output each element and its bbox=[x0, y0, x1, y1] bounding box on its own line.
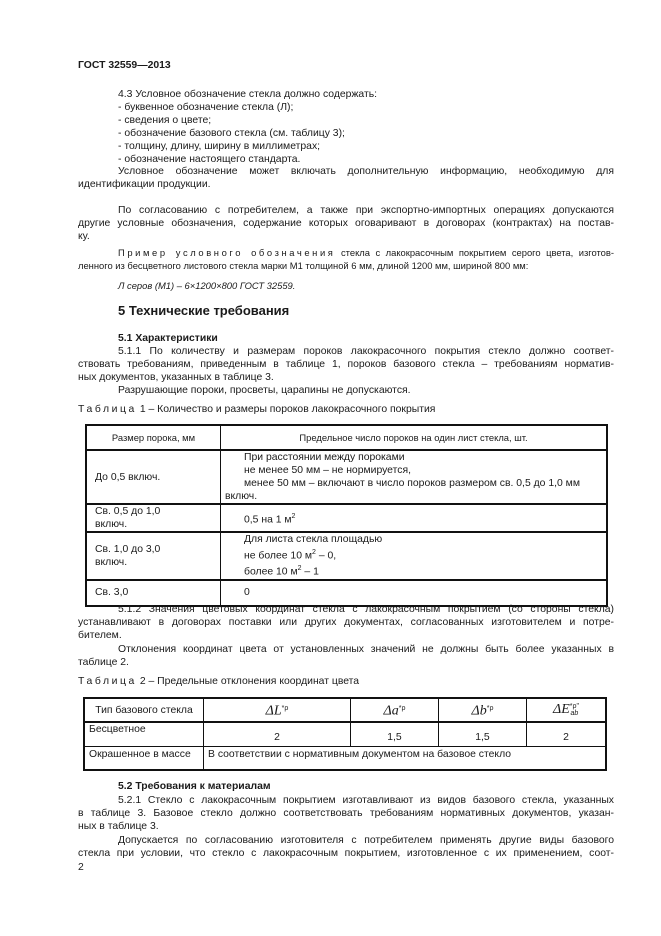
math-symbol: ΔE bbox=[553, 701, 570, 717]
cell bbox=[86, 532, 221, 580]
table2-caption bbox=[78, 675, 614, 688]
cell-line: включ. bbox=[95, 519, 128, 530]
table-1 bbox=[85, 424, 608, 607]
paragraph-line: 5.1.2 Значения цветовых координат стекла с лакокрасочным покрытием (со стороны стекла) bbox=[118, 604, 614, 615]
table-row bbox=[86, 504, 607, 532]
math-symbol: ΔL bbox=[265, 703, 282, 719]
superscript: *ρ bbox=[281, 704, 289, 712]
math-symbol: Δa bbox=[383, 703, 399, 719]
table-label: Таблица bbox=[78, 404, 137, 415]
cell-text: не более 10 м bbox=[244, 550, 313, 562]
superscript: *ρ bbox=[398, 704, 406, 712]
table-label: Таблица bbox=[78, 676, 137, 687]
table-row bbox=[84, 722, 606, 746]
paragraph-line: устанавливают в договорах поставки или других документах, согласованных изготовителем и потре- bbox=[78, 617, 614, 628]
paragraph-line: идентификации продукции. bbox=[78, 179, 211, 190]
example-label: Пример условного обозначения bbox=[118, 247, 336, 258]
cell: 1,5 bbox=[439, 722, 527, 746]
table-row bbox=[86, 532, 607, 580]
table-2 bbox=[83, 697, 607, 771]
cell bbox=[86, 504, 221, 532]
list-item: - обозначение настоящего стандарта. bbox=[118, 154, 301, 165]
cell: 1,5 bbox=[351, 722, 439, 746]
cell-text: 0,5 на 1 м bbox=[244, 514, 292, 526]
sup-sub bbox=[570, 703, 579, 717]
cell bbox=[221, 504, 608, 532]
header-cell: Размер порока, мм bbox=[86, 425, 221, 450]
cell-line: При расстоянии между пороками bbox=[244, 452, 405, 463]
paragraph-line: ку. bbox=[78, 231, 90, 242]
cell-line: включ. bbox=[95, 556, 128, 568]
header-cell bbox=[439, 698, 527, 722]
paragraph-line: стекла при условии, что стекло с лакокрасочным покрытием, изготовленное с их применением, соот- bbox=[78, 848, 614, 859]
header-cell: Тип базового стекла bbox=[84, 698, 204, 722]
paragraph-line: Условное обозначение может включать дополнительную информацию, необходимую для bbox=[118, 166, 614, 177]
cell: Окрашенное в массе bbox=[84, 746, 204, 770]
superscript: 2 bbox=[312, 549, 316, 556]
example-line bbox=[118, 246, 614, 259]
cell: Бесцветное bbox=[84, 722, 204, 746]
paragraph-line: 5.2.1 Стекло с лакокрасочным покрытием изготавливают из видов базового стекла, указанных bbox=[118, 795, 614, 806]
superscript: *ρ bbox=[486, 704, 494, 712]
cell-text: – 1 bbox=[304, 566, 319, 578]
cell: 0 bbox=[221, 580, 608, 606]
list-item: - обозначение базового стекла (см. таблицу 3); bbox=[118, 128, 345, 139]
superscript: *ρ" bbox=[569, 703, 579, 711]
paragraph-line: Разрушающие пороки, просветы, царапины не допускаются. bbox=[118, 385, 411, 396]
cell-line: Св. 0,5 до 1,0 bbox=[95, 506, 161, 517]
cell-line bbox=[244, 562, 602, 578]
section-title: 5 Технические требования bbox=[118, 303, 290, 318]
page-number: 2 bbox=[78, 862, 84, 873]
cell bbox=[221, 450, 608, 504]
superscript: 2 bbox=[291, 512, 296, 520]
subsection-title: 5.2 Требования к материалам bbox=[118, 781, 271, 792]
paragraph-line: Допускается по согласованию изготовителя с потребителем применять другие виды базового bbox=[118, 835, 614, 846]
table-caption-text: 2 – Предельные отклонения координат цвета bbox=[136, 676, 360, 687]
cell-text: – 0, bbox=[318, 550, 337, 562]
paragraph-line: бителем. bbox=[78, 630, 122, 641]
header-cell bbox=[527, 698, 607, 722]
table-caption-text: 1 – Количество и размеры пороков лакокрасочного покрытия bbox=[136, 404, 436, 415]
list-item: - сведения о цвете; bbox=[118, 115, 212, 126]
example-text: стекла с лакокрасочным покрытием серого цвета, изготов- bbox=[340, 247, 614, 258]
cell-line: Для листа стекла площадью bbox=[244, 534, 383, 545]
example-code: Л серов (М1) – 6×1200×800 ГОСТ 32559. bbox=[118, 280, 296, 291]
subsection-title: 5.1 Характеристики bbox=[118, 333, 218, 344]
cell-line: включ. bbox=[225, 491, 258, 502]
paragraph-line: ных в таблице 3. bbox=[78, 821, 159, 832]
paragraph-line: 5.1.1 По количеству и размерам пороков лакокрасочного покрытия стекло должно соответ- bbox=[118, 346, 614, 357]
subscript: ab bbox=[570, 710, 579, 718]
list-item: - буквенное обозначение стекла (Л); bbox=[118, 102, 294, 113]
paragraph-line: ных документов, указанных в таблице 3. bbox=[78, 372, 274, 383]
table1-caption bbox=[78, 403, 614, 416]
cell: 2 bbox=[204, 722, 351, 746]
cell bbox=[221, 532, 608, 580]
example-text: ленного из бесцветного листового стекла марки М1 толщиной 6 мм, длиной 1200 мм, шириной 800 мм: bbox=[78, 260, 529, 271]
header-cell bbox=[351, 698, 439, 722]
superscript: 2 bbox=[297, 565, 302, 573]
cell: Св. 3,0 bbox=[86, 580, 221, 606]
header-cell bbox=[204, 698, 351, 722]
cell-line: менее 50 мм – включают в число пороков размером св. 0,5 до 1,0 мм bbox=[244, 478, 580, 489]
paragraph-line: ствовать требованиям, приведенным в таблице 1, пороков базового стекла – требованиям норматив- bbox=[78, 359, 614, 370]
paragraph-line: в таблице 3. Базовое стекло должно соответствовать требованиям нормативных документов, указан- bbox=[78, 808, 614, 819]
cell-line: Св. 1,0 до 3,0 bbox=[95, 543, 161, 555]
cell: В соответствии с нормативным документом на базовое стекло bbox=[204, 746, 607, 770]
cell-line bbox=[244, 546, 602, 562]
para-4-3: 4.3 Условное обозначение стекла должно содержать: bbox=[118, 89, 378, 100]
doc-code: ГОСТ 32559—2013 bbox=[78, 60, 171, 71]
table-header-row bbox=[84, 698, 606, 722]
table-row bbox=[86, 450, 607, 504]
paragraph-line: Отклонения координат цвета от установленных значений не должны быть более указанных в bbox=[118, 644, 614, 655]
paragraph-line: другие условные обозначения, содержание которых оговаривают в договорах (контрактах) на постав- bbox=[78, 218, 614, 229]
table-row bbox=[84, 746, 606, 770]
table-header-row bbox=[86, 425, 607, 450]
cell-text: более 10 м bbox=[244, 566, 298, 578]
paragraph-line: По согласованию с потребителем, а также при экспортно-импортных операциях допускаются bbox=[118, 205, 614, 216]
paragraph-line: таблице 2. bbox=[78, 657, 129, 668]
cell: До 0,5 включ. bbox=[86, 450, 221, 504]
cell: 2 bbox=[527, 722, 607, 746]
math-symbol: Δb bbox=[471, 703, 487, 719]
list-item: - толщину, длину, ширину в миллиметрах; bbox=[118, 141, 321, 152]
cell-line: не менее 50 мм – не нормируется, bbox=[244, 465, 411, 476]
header-cell: Предельное число пороков на один лист стекла, шт. bbox=[221, 425, 608, 450]
